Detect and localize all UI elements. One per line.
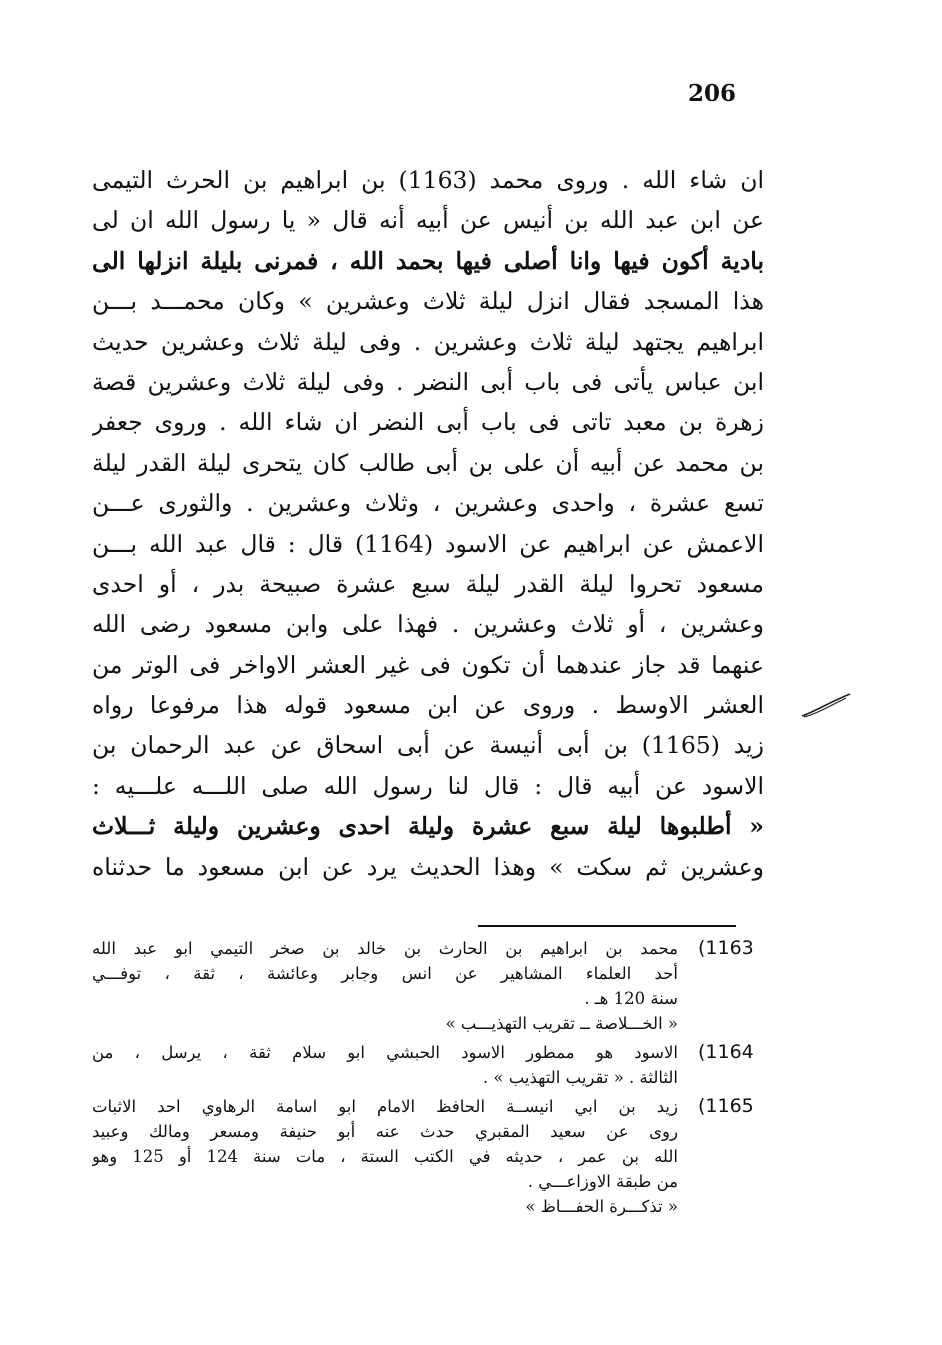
footnote-reference: « تذكـــرة الحفـــاظ » (525, 1197, 678, 1216)
footnote-line: سنة 120 هـ . (584, 989, 678, 1008)
text-line: « أطلبوها ليلة سبع عشرة وليلة احدى وعشرين وليلة ثـــلاث (92, 812, 764, 841)
footnote-1164 (92, 1040, 764, 1090)
text-line: ابن عباس يأتى فى باب أبى النضر . وفى ليلة ثلاث وعشرين قصة (92, 367, 764, 396)
margin-pen-mark (800, 692, 852, 720)
footnote-line: روى عن سعيد المقبري حدث عنه أبو حنيفة ومسعر ومالك وعبيد (92, 1122, 678, 1141)
footnote-number: (1165 (698, 1095, 754, 1117)
footnote-line: أحد العلماء المشاهير عن انس وجابر وعائشة ، ثقة ، توفـــي (92, 964, 678, 983)
text-line: الاسود عن أبيه قال : قال لنا رسول الله صلى اللـــه علـــيه : (92, 771, 764, 800)
text-line: بادية أكون فيها وانا أصلى فيها بحمد الله ، فمرنى بليلة انزلها الى (92, 246, 764, 275)
text-line: ان شاء الله . وروى محمد (1163) بن ابراهيم بن الحرث التيمى (92, 166, 764, 194)
footnote-line: الله بن عمر ، حديثه في الكتب الستة ، مات سنة 124 أو 125 وهو (92, 1147, 678, 1166)
text-line: بن محمد عن أبيه أن على بن أبى طالب كان يتحرى ليلة القدر ليلة (92, 448, 764, 477)
footnote-body (92, 1094, 678, 1219)
main-text (92, 160, 764, 887)
footnote-1163 (92, 936, 764, 1036)
text-line: ابراهيم يجتهد ليلة ثلاث وعشرين . وفى ليلة ثلاث وعشرين حديث (92, 327, 764, 356)
footnote-line: الثالثة . « تقريب التهذيب » . (482, 1068, 678, 1087)
page-number: 206 (688, 80, 737, 107)
text-line: زهرة بن معبد تاتى فى باب أبى النضر ان شاء الله . وروى جعفر (92, 408, 764, 437)
footnote-body (92, 1040, 678, 1090)
footnote-number: (1163 (698, 937, 754, 959)
footnote-1165 (92, 1094, 764, 1219)
text-line: عنهما قد جاز عندهما أن تكون فى غير العشر الاواخر فى الوتر من (92, 650, 764, 679)
text-line: الاعمش عن ابراهيم عن الاسود (1164) قال : قال عبد الله بـــن (92, 529, 764, 558)
footnote-body (92, 936, 678, 1036)
text-line: مسعود تحروا ليلة القدر ليلة سبع عشرة صبيحة بدر ، أو احدى (92, 569, 764, 598)
text-line: هذا المسجد فقال انزل ليلة ثلاث وعشرين » وكان محمـــد بـــن (92, 287, 764, 316)
footnote-number: (1164 (698, 1041, 754, 1063)
footnote-reference: « الخـــلاصة ــ تقريب التهذيـــب » (445, 1014, 678, 1033)
text-line: وعشرين ، أو ثلاث وعشرين . فهذا على وابن مسعود رضى الله (92, 610, 764, 639)
text-line: زيد (1165) بن أبى أنيسة عن أبى اسحاق عن عبد الرحمان بن (92, 731, 764, 760)
footnote-line: محمد بن ابراهيم بن الحارث بن خالد بن صخر التيمي ابو عبد الله (92, 939, 678, 958)
text-line: العشر الاوسط . وروى عن ابن مسعود قوله هذا مرفوعا رواه (92, 691, 764, 720)
footnote-line: زيد بن ابي انيســة الحافظ الامام ابو اسامة الرهاوي احد الاثبات (92, 1097, 678, 1116)
text-line: عن ابن عبد الله بن أنيس عن أبيه أنه قال « يا رسول الله ان لى (92, 206, 764, 235)
footnotes (92, 936, 764, 1223)
footnote-separator (478, 925, 736, 927)
text-line: وعشرين ثم سكت » وهذا الحديث يرد عن ابن مسعود ما حدثناه (92, 852, 764, 881)
text-line: تسع عشرة ، واحدى وعشرين ، وثلاث وعشرين . والثورى عـــن (92, 489, 764, 518)
footnote-line: الاسود هو ممطور الاسود الحبشي ابو سلام ثقة ، يرسل ، من (92, 1043, 678, 1062)
footnote-line: من طبقة الاوزاعـــي . (527, 1172, 678, 1191)
